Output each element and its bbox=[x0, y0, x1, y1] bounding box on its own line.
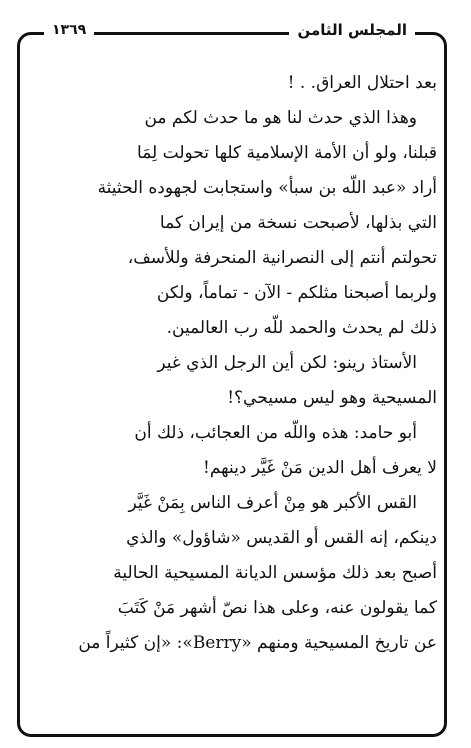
text-line: دينكم، إنه القس أو القديس «شاؤول» والذي bbox=[126, 528, 437, 548]
page-number: ١٣٦٩ bbox=[44, 18, 94, 42]
text-line: الأستاذ رينو: لكن أين الرجل الذي غير bbox=[157, 353, 417, 373]
text-line: أصبح بعد ذلك مؤسس الديانة المسيحية الحالية bbox=[113, 563, 437, 583]
text-line: القس الأكبر هو مِنْ أعرف الناس بِمَنْ غَيَّر bbox=[128, 493, 417, 513]
text-line: ذلك لم يحدث والحمد للّه رب العالمين. bbox=[166, 318, 437, 338]
chapter-title: المجلس الثامن bbox=[289, 18, 415, 42]
body-text bbox=[34, 66, 437, 661]
text-line: عن تاريخ المسيحية ومنهم «Berry»: «إن كثيراً من bbox=[78, 633, 437, 653]
text-line: لا يعرف أهل الدين مَنْ غَيَّر دينهم! bbox=[203, 458, 437, 478]
text-line: أبو حامد: هذه واللّه من العجائب، ذلك أن bbox=[134, 423, 417, 443]
text-line: كما يقولون عنه، وعلى هذا نصّ أشهر مَنْ كَتَبَ bbox=[117, 598, 437, 618]
text-line: بعد احتلال العراق. . ! bbox=[287, 73, 437, 93]
text-line: أراد «عبد اللّه بن سبأ» واستجابت لجهوده الحثيثة bbox=[97, 178, 437, 198]
text-line: المسيحية وهو ليس مسيحي؟! bbox=[227, 388, 437, 408]
text-line: التي بذلها، لأصبحت نسخة من إيران كما bbox=[159, 213, 437, 233]
text-line: تحولتم أنتم إلى النصرانية المنحرفة وللأسف، bbox=[127, 248, 437, 268]
text-line: قبلنا، ولو أن الأمة الإسلامية كلها تحولت لِمَا bbox=[137, 143, 437, 163]
text-line: ولربما أصبحنا مثلكم - الآن - تماماً، ولكن bbox=[156, 283, 437, 303]
text-line: وهذا الذي حدث لنا هو ما حدث لكم من bbox=[144, 108, 417, 128]
